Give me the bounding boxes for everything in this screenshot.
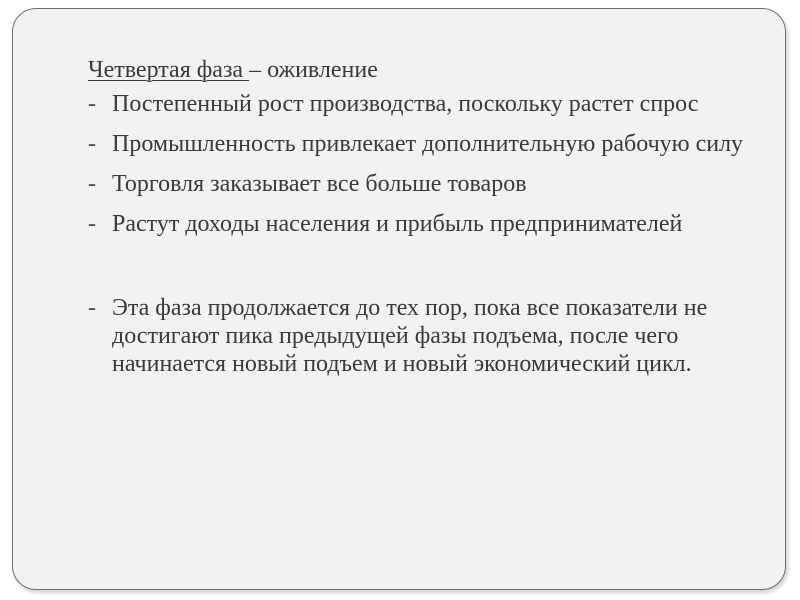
bullet-item <box>88 90 748 118</box>
bullet-item <box>88 130 748 158</box>
bullet-item <box>88 170 748 198</box>
heading-rest-text: – оживление <box>249 57 378 83</box>
bullet-text: Промышленность привлекает дополнительную рабочую силу <box>112 131 744 157</box>
bullet-item <box>88 294 748 378</box>
dash-bullet-icon: - <box>88 171 96 197</box>
slide-heading <box>88 56 748 84</box>
dash-bullet-icon: - <box>88 91 96 117</box>
bullet-text: Торговля заказывает все больше товаров <box>112 171 527 197</box>
bullet-text: Постепенный рост производства, поскольку растет спрос <box>112 91 699 117</box>
dash-bullet-icon: - <box>88 295 96 321</box>
dash-bullet-icon: - <box>88 211 96 237</box>
slide-content <box>88 56 748 390</box>
heading-underlined-text: Четвертая фаза <box>88 57 250 83</box>
bullet-text: Эта фаза продолжается до тех пор, пока все показатели не достигают пика предыдущей фазы подъема, после чего начинается новый подъем и новый экономический цикл. <box>112 295 708 377</box>
dash-bullet-icon: - <box>88 131 96 157</box>
bullet-text: Растут доходы населения и прибыль предпринимателей <box>112 211 683 237</box>
bullet-list <box>88 90 748 378</box>
bullet-item <box>88 210 748 238</box>
